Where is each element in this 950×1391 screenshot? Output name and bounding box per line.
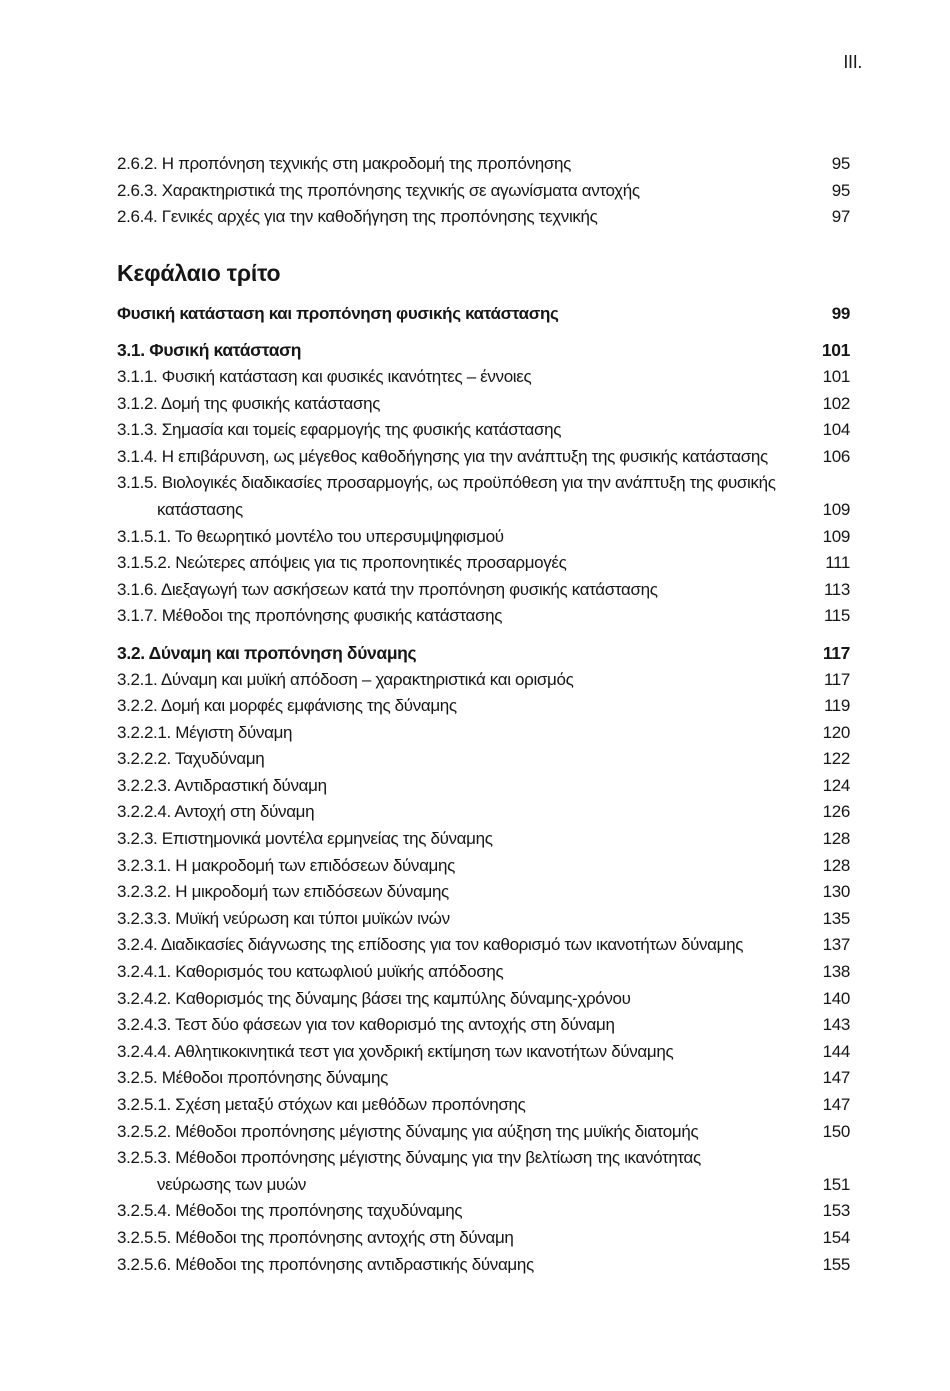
toc-entry-page: 106 xyxy=(822,446,850,466)
toc-entry-page: 135 xyxy=(822,908,850,928)
toc-row xyxy=(0,1119,950,1146)
toc-entry-page: 122 xyxy=(822,749,850,769)
toc-entry-page: 95 xyxy=(831,180,850,200)
toc-entry-label: 3.2.2.2. Ταχυδύναμη xyxy=(117,749,265,769)
toc-entry-label: 3.2.1. Δύναμη και μυϊκή απόδοση – χαρακτηριστικά και ορισμός xyxy=(117,669,574,689)
toc-row xyxy=(0,1065,950,1092)
toc-entry-page: 102 xyxy=(822,393,850,413)
toc-entry-page: 113 xyxy=(823,579,850,599)
toc-entry-page: 111 xyxy=(825,553,850,573)
toc-entry-label: 3.2.4.1. Καθορισμός του κατωφλιού μυϊκής απόδοσης xyxy=(117,962,504,982)
toc-entry-page: 124 xyxy=(822,775,850,795)
toc-row xyxy=(0,746,950,773)
toc-row xyxy=(0,959,950,986)
toc-entry-label: 3.1.3. Σημασία και τομείς εφαρμογής της φυσικής κατάστασης xyxy=(117,420,562,440)
toc-entry-page: 117 xyxy=(822,642,850,663)
toc-row xyxy=(0,178,950,205)
toc-entry-page: 126 xyxy=(822,802,850,822)
toc-entry-page: 144 xyxy=(822,1041,850,1061)
toc-entry-label: 3.1.7. Μέθοδοι της προπόνησης φυσικής κατάστασης xyxy=(117,606,503,626)
toc-entry-label: κατάστασης xyxy=(157,499,243,519)
toc-entry-page: 128 xyxy=(822,855,850,875)
toc-entry-label: 2.6.2. Η προπόνηση τεχνικής στη μακροδομή της προπόνησης xyxy=(117,154,571,173)
toc-entry-page: 130 xyxy=(822,882,850,902)
toc-row xyxy=(0,640,950,667)
toc-row xyxy=(0,1198,950,1225)
toc-entry-label: 3.2. Δύναμη και προπόνηση δύναμης xyxy=(117,642,417,663)
toc-entry-label: 3.2.5. Μέθοδοι προπόνησης δύναμης xyxy=(117,1068,388,1088)
toc-entry-label: 3.2.5.6. Μέθοδοι της προπόνησης αντιδραστικής δύναμης xyxy=(117,1254,534,1274)
toc-entry-page: 109 xyxy=(822,526,850,546)
toc-entry-label: 3.2.4. Διαδικασίες διάγνωσης της επίδοσης για τον καθορισμό των ικανοτήτων δύναμης xyxy=(117,935,744,955)
toc-entry-page: 128 xyxy=(822,829,850,849)
toc-row xyxy=(0,444,950,471)
toc-entry-page: 138 xyxy=(822,962,850,982)
toc-entry-page: 120 xyxy=(822,722,850,742)
toc-row xyxy=(0,773,950,800)
toc-entry-label: 2.6.3. Χαρακτηριστικά της προπόνησης τεχνικής σε αγωνίσματα αντοχής xyxy=(117,180,640,200)
toc-entry-page: 109 xyxy=(822,499,850,519)
toc-entry-label: 3.2.5.4. Μέθοδοι της προπόνησης ταχυδύναμης xyxy=(117,1201,463,1221)
toc-row xyxy=(0,1039,950,1066)
toc-row xyxy=(0,417,950,444)
toc-row xyxy=(0,524,950,551)
toc-entry-label: 3.2.3.1. Η μακροδομή των επιδόσεων δύναμης xyxy=(117,855,455,875)
toc-entry-label: 3.2.4.2. Καθορισμός της δύναμης βάσει της καμπύλης δύναμης-χρόνου xyxy=(117,988,631,1008)
toc-row xyxy=(0,497,950,524)
toc-entry-page: 140 xyxy=(822,988,850,1008)
toc-entry-page: 95 xyxy=(831,154,850,173)
toc-entry-label: νεύρωσης των μυών xyxy=(157,1174,307,1194)
toc-entry-page: 151 xyxy=(822,1174,850,1194)
toc-row xyxy=(0,204,950,231)
toc-entry-page: 137 xyxy=(822,935,850,955)
toc-entry-label: 3.2.2.4. Αντοχή στη δύναμη xyxy=(117,802,315,822)
toc-row xyxy=(0,720,950,747)
toc-entry-label: 3.2.3.3. Μυϊκή νεύρωση και τύποι μυϊκών ινών xyxy=(117,908,450,928)
toc-row xyxy=(0,603,950,630)
toc-entry-page: 150 xyxy=(822,1121,850,1141)
toc-row xyxy=(0,470,950,497)
toc-entry-label: 3.1.6. Διεξαγωγή των ασκήσεων κατά την προπόνηση φυσικής κατάστασης xyxy=(117,579,658,599)
toc-entry-label: 3.1.5.2. Νεώτερες απόψεις για τις προπονητικές προσαρμογές xyxy=(117,553,567,573)
toc-entry-label: 3.1. Φυσική κατάσταση xyxy=(117,340,302,361)
toc-row xyxy=(0,879,950,906)
toc-entry-label: 3.1.2. Δομή της φυσικής κατάστασης xyxy=(117,393,381,413)
toc-entry-page: 115 xyxy=(823,606,850,626)
toc-row xyxy=(0,826,950,853)
toc-entry-page: 147 xyxy=(822,1095,850,1114)
toc-entry-label: Φυσική κατάσταση και προπόνηση φυσικής κατάστασης xyxy=(117,303,559,323)
toc-entry-page: 155 xyxy=(822,1254,850,1274)
toc-entry-label: 3.2.2.1. Μέγιστη δύναμη xyxy=(117,722,293,742)
toc-entry-label: 3.2.3. Επιστημονικά μοντέλα ερμηνείας της δύναμης xyxy=(117,829,493,849)
toc-entry-label: 3.2.5.1. Σχέση μεταξύ στόχων και μεθόδων προπόνησης xyxy=(117,1095,526,1114)
toc-entry-label: 3.2.2.3. Αντιδραστική δύναμη xyxy=(117,775,327,795)
toc-entry-label: 2.6.4. Γενικές αρχές για την καθοδήγηση της προπόνησης τεχνικής xyxy=(117,207,598,227)
toc-entry-label: 3.2.2. Δομή και μορφές εμφάνισης της δύναμης xyxy=(117,696,457,716)
toc-row xyxy=(0,1172,950,1199)
toc-row xyxy=(0,1012,950,1039)
toc-entry-page: 99 xyxy=(831,303,850,323)
toc-entry-page: 143 xyxy=(822,1015,850,1035)
toc-entry-page: 101 xyxy=(822,366,850,386)
toc-row xyxy=(0,1092,950,1119)
toc-entry-page: 119 xyxy=(823,696,850,716)
toc-row xyxy=(0,577,950,604)
toc-row xyxy=(0,1225,950,1252)
toc-row xyxy=(0,932,950,959)
page-folio: III. xyxy=(843,52,862,72)
toc-entry-label: 3.1.5.1. Το θεωρητικό μοντέλο του υπερσυμψηφισμού xyxy=(117,526,504,546)
toc-entry-page: 101 xyxy=(821,340,850,361)
toc-entry-label: 3.2.5.2. Μέθοδοι προπόνησης μέγιστης δύναμης για αύξηση της μυϊκής διατομής xyxy=(117,1121,699,1141)
toc-list xyxy=(0,151,950,1278)
toc-row xyxy=(0,693,950,720)
toc-row xyxy=(0,986,950,1013)
toc-row xyxy=(0,667,950,694)
toc-row xyxy=(0,301,950,328)
toc-entry-label: 3.2.5.5. Μέθοδοι της προπόνησης αντοχής στη δύναμη xyxy=(117,1227,514,1247)
toc-entry-page: 117 xyxy=(823,669,850,689)
toc-row xyxy=(0,799,950,826)
toc-row xyxy=(0,1145,950,1172)
toc-row xyxy=(0,853,950,880)
toc-row xyxy=(0,391,950,418)
toc-row xyxy=(0,151,950,178)
toc-entry-label: 3.2.4.4. Αθλητικοκινητικά τεστ για χονδρική εκτίμηση των ικανοτήτων δύναμης xyxy=(117,1041,674,1061)
toc-entry-page: 153 xyxy=(822,1201,850,1221)
toc-row xyxy=(0,906,950,933)
toc-entry-label: 3.1.4. Η επιβάρυνση, ως μέγεθος καθοδήγησης για την ανάπτυξη της φυσικής κατάστασης xyxy=(117,446,768,466)
toc-entry-label: 3.2.5.3. Μέθοδοι προπόνησης μέγιστης δύναμης για την βελτίωση της ικανότητας xyxy=(117,1148,701,1168)
toc-entry-page: 154 xyxy=(822,1227,850,1247)
toc-entry-label: Κεφάλαιο τρίτο xyxy=(117,259,281,286)
toc-entry-label: 3.2.3.2. Η μικροδομή των επιδόσεων δύναμης xyxy=(117,882,449,902)
toc-row xyxy=(0,337,950,364)
toc-entry-label: 3.1.1. Φυσική κατάσταση και φυσικές ικανότητες – έννοιες xyxy=(117,366,532,386)
toc-row xyxy=(0,1252,950,1279)
toc-row xyxy=(0,550,950,577)
toc-entry-page: 104 xyxy=(822,420,850,440)
chapter-heading xyxy=(0,257,950,289)
toc-entry-page: 97 xyxy=(831,207,850,227)
toc-entry-label: 3.2.4.3. Τεστ δύο φάσεων για τον καθορισμό της αντοχής στη δύναμη xyxy=(117,1015,615,1035)
toc-entry-page: 147 xyxy=(822,1068,850,1088)
toc-entry-label: 3.1.5. Βιολογικές διαδικασίες προσαρμογής, ως προϋπόθεση για την ανάπτυξη της φυσικής xyxy=(117,473,776,493)
toc-row xyxy=(0,364,950,391)
